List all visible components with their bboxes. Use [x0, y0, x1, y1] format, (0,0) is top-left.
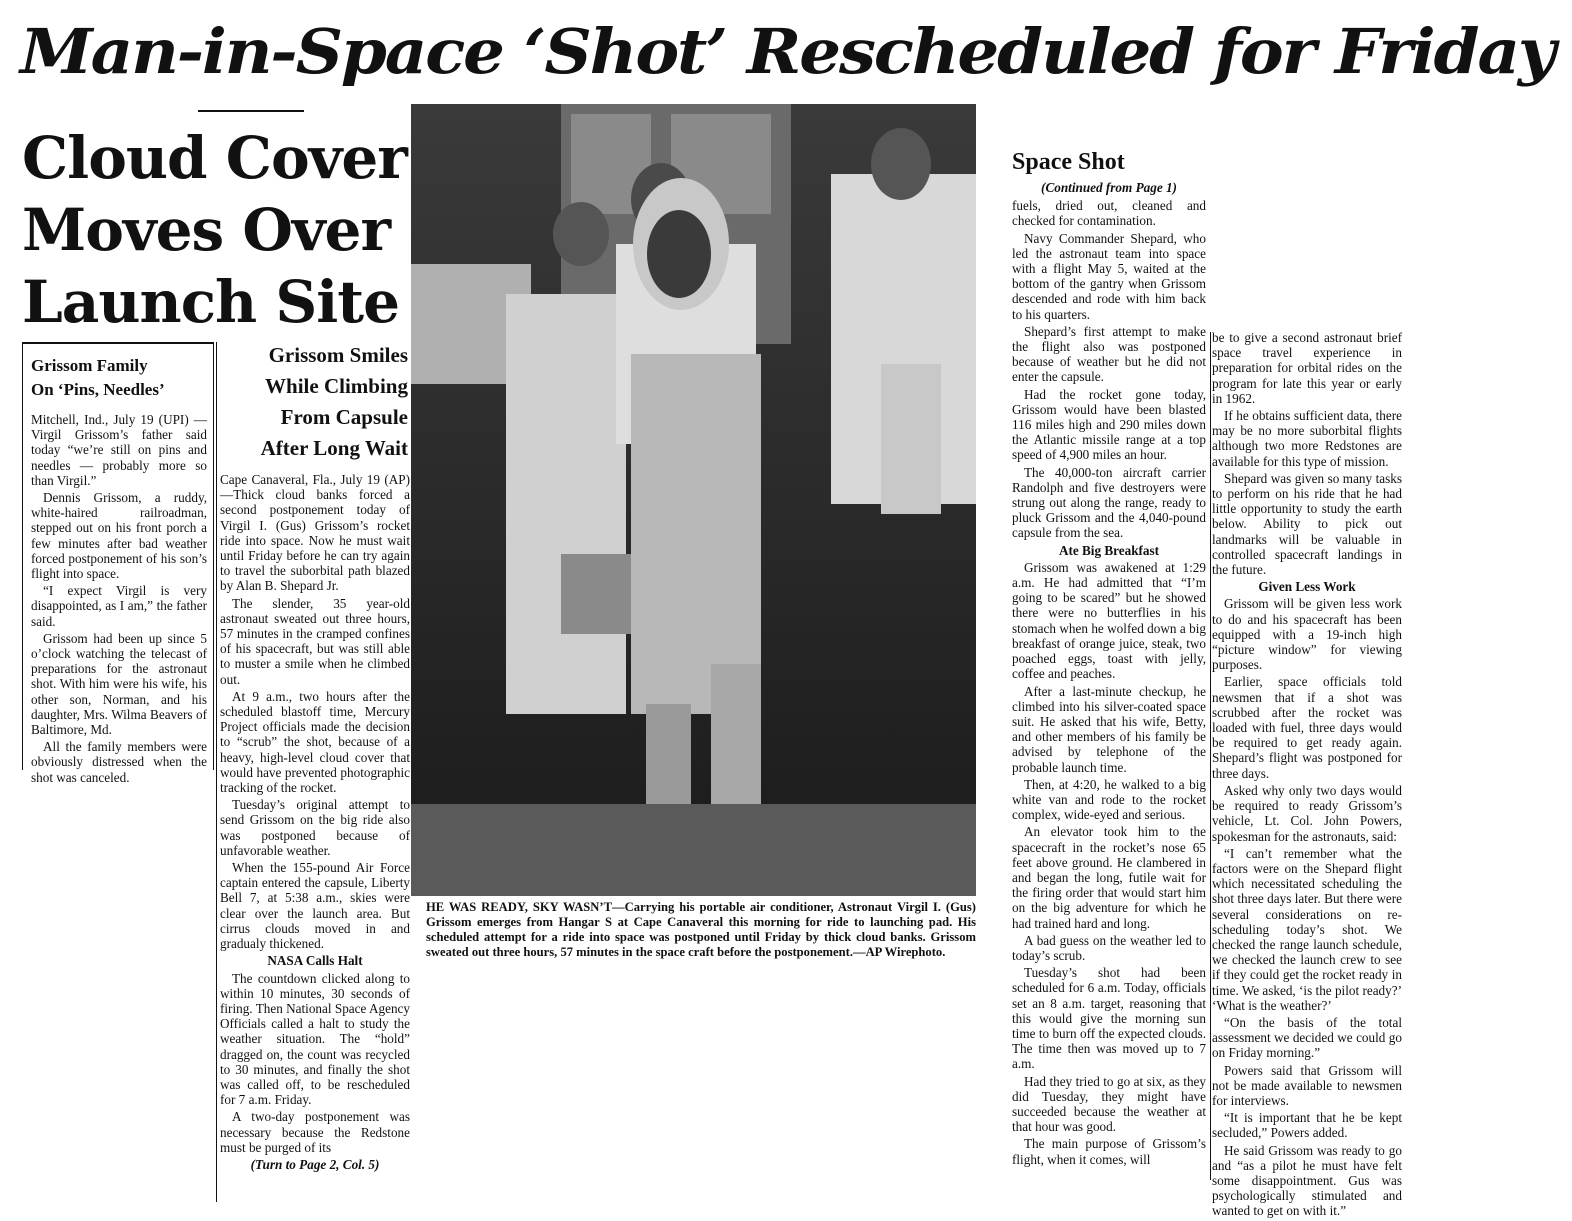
story-head-line: After Long Wait	[260, 436, 408, 460]
continued-line: (Continued from Page 1)	[1041, 180, 1177, 195]
story-body	[31, 412, 207, 785]
story-head-line: While Climbing	[265, 374, 408, 398]
section-subhead: Given Less Work	[1258, 579, 1356, 595]
paragraph: Grissom was awakened at 1:29 a.m. He had admitted that “I’m going to be scared” but he showed there were no butterflies in his stomach when he wolfed down a big breakfast of orange juice, steak, two poached eggs, toast with jelly, coffee and peaches.	[1012, 559, 1206, 682]
section-subhead: NASA Calls Halt	[267, 953, 363, 969]
story-head-line: Grissom Smiles	[268, 343, 408, 367]
story-head-line: On ‘Pins, Needles’	[31, 380, 165, 399]
paragraph: Shepard was given so many tasks to perform on his ride that he had little opportunity to study the earth below. Ability to pick out landmarks will be valuable in controlled spacecraft landings in the future.	[1212, 470, 1402, 578]
headline-line: Cloud Cover	[22, 124, 407, 192]
paragraph: Shepard’s first attempt to make the flight also was postponed because of weather but he did not enter the capsule.	[1012, 323, 1206, 385]
paragraph: Dennis Grissom, a ruddy, white-haired railroadman, stepped out on his front porch a few minutes after bad weather forced postponement of his son’s flight into space.	[31, 490, 207, 582]
banner-headline: Man-in-Space ‘Shot’ Rescheduled for Friday	[20, 15, 1554, 88]
story-head-line: From Capsule	[280, 405, 408, 429]
paragraph: A two-day postponement was necessary because the Redstone must be purged of its	[220, 1109, 410, 1155]
column-rule	[1210, 332, 1211, 1180]
photo-illustration	[411, 104, 976, 896]
paragraph: The countdown clicked along to within 10 minutes, 30 seconds of firing. Then National Space Agency Officials called a halt to study the weather situation. The “hold” dragged on, the count was recycled to 30 minutes, and finally the shot was called off, to be rescheduled for 7 a.m. Friday.	[220, 970, 410, 1108]
story-head	[31, 354, 213, 402]
story-body	[1012, 198, 1206, 1167]
section-subhead: Ate Big Breakfast	[1058, 542, 1160, 558]
paragraph: An elevator took him to the spacecraft in the rocket’s nose 65 feet above ground. He clambered in and began the long, futile wait for the firing order that would start him on the big adventure for which he had trained hard and long.	[1012, 824, 1206, 931]
paragraph: The main purpose of Grissom’s flight, when it comes, will	[1012, 1136, 1206, 1167]
paragraph: If he obtains sufficient data, there may be no more suborbital flights although two more Redstones are available for this type of mission.	[1212, 408, 1402, 469]
story-grissom-smiles	[220, 340, 410, 1174]
jump-line: (Turn to Page 2, Col. 5)	[250, 1156, 380, 1172]
paragraph: Navy Commander Shepard, who led the astronaut team into space with a flight May 5, waited at the bottom of the gantry when Grissom descended and rode with him back to his quarters.	[1012, 230, 1206, 322]
paragraph: All the family members were obviously distressed when the shot was canceled.	[31, 739, 207, 785]
paragraph: A bad guess on the weather led to today’s scrub.	[1012, 932, 1206, 963]
paragraph: Had the rocket gone today, Grissom would have been blasted 116 miles high and 290 miles down the Atlantic missile range at a top speed of 4,900 miles an hour.	[1012, 386, 1206, 463]
paragraph: “On the basis of the total assessment we decided we could go on Friday morning.”	[1212, 1014, 1402, 1061]
story-space-shot	[1012, 146, 1206, 1169]
paragraph: Grissom will be given less work to do and his spacecraft has been equipped with a 19-inch high “picture window” for viewing purposes.	[1212, 596, 1402, 673]
paragraph: At 9 a.m., two hours after the scheduled blastoff time, Mercury Project officials made the decision to “scrub” the shot, because of a heavy, high-level cloud cover that would have prevented photographic tracking of the rocket.	[220, 688, 410, 796]
paragraph: The slender, 35 year-old astronaut sweated out three hours, 57 minutes in the cramped confines of his spacecraft, but was still able to muster a smile when he climbed out.	[220, 595, 410, 687]
paragraph: be to give a second astronaut brief space travel experience in preparation for orbital rides on the program for late this year or early in 1962.	[1212, 330, 1402, 406]
paragraph: Grissom had been up since 5 o’clock watching the telecast of preparations for the astronaut shot. With him were his wife, his other son, Norman, and his daughter, Mrs. Wilma Beavers of Baltimore, Md.	[31, 630, 207, 738]
paragraph: “I can’t remember what the factors were on the Shepard flight which necessitated scheduling the shot three days later. But there were several considerations on re-scheduling today’s shot. We checked the range launch schedule, we checked the launch crew to see if they could get the rocket ready in time. We asked, ‘is the pilot ready?’ ‘What is the weather?’	[1212, 845, 1402, 1013]
paragraph: fuels, dried out, cleaned and checked for contamination.	[1012, 198, 1206, 229]
paragraph: Asked why only two days would be required to ready Grissom’s vehicle, Lt. Col. John Powers, spokesman for the astronauts, said:	[1212, 782, 1402, 844]
photo-caption: HE WAS READY, SKY WASN’T—Carrying his portable air conditioner, Astronaut Virgil I. (Gus) Grissom emerges from Hangar S at Cape Canaveral this morning for ride to launching pad. His scheduled attempt for a ride into space was postponed until Friday by thick cloud banks. Grissom sweated out three hours, 57 minutes in the space craft before the postponement.—AP Wirephoto.	[426, 900, 976, 959]
paragraph: Then, at 4:20, he walked to a big white van and rode to the rocket complex, wide-eyed and serious.	[1012, 776, 1206, 823]
paragraph: “It is important that he be kept secluded,” Powers added.	[1212, 1110, 1402, 1141]
headline-line: Moves Over	[22, 196, 391, 264]
story-head: Space Shot	[1012, 149, 1125, 175]
paragraph: Powers said that Grissom will not be made available to newsmen for interviews.	[1212, 1062, 1402, 1108]
paragraph: Earlier, space officials told newsmen that if a shot was scrubbed after the rocket was loaded with fuel, three days would be required to get ready again. Shepard’s flight was postponed for three days.	[1212, 674, 1402, 781]
paragraph: The 40,000-ton aircraft carrier Randolph and five destroyers were strung out along the range, ready to pluck Grissom and the 4,040-pound capsule from the sea.	[1012, 464, 1206, 541]
paragraph: When the 155-pound Air Force captain entered the capsule, Liberty Bell 7, at 5:38 a.m., skies were clear over the launch area. But cirrus clouds moved in and gradualy thickened.	[220, 860, 410, 952]
paragraph: He said Grissom was ready to go and “as a pilot he must have felt some disappointment. Gus was psychologically stimulated and wanted to get on with it.”	[1212, 1142, 1402, 1219]
story-space-shot-continued	[1212, 330, 1402, 1221]
paragraph: “I expect Virgil is very disappointed, as I am,” the father said.	[31, 583, 207, 629]
headline-rule	[198, 110, 304, 112]
story-body	[220, 472, 410, 1172]
paragraph: Tuesday’s shot had been scheduled for 6 a.m. Today, officials set an 8 a.m. target, reasoning that this would give the morning sun time to burn off the expected clouds. The time then was moved up to 7 a.m.	[1012, 965, 1206, 1072]
main-headline	[22, 122, 407, 338]
story-head-line: Grissom Family	[31, 356, 148, 375]
story-box-grissom-family	[22, 342, 214, 785]
story-head	[220, 340, 410, 464]
paragraph: Cape Canaveral, Fla., July 19 (AP)—Thick cloud banks forced a second postponement today of Virgil I. (Gus) Grissom’s rocket ride into space. Now he must wait until Friday before he can try again to travel the suborbital path blazed by Alan B. Shepard Jr.	[220, 472, 410, 594]
paragraph: After a last-minute checkup, he climbed into his silver-coated space suit. He asked that his wife, Betty, and other members of his family be advised by telephone of the probable launch time.	[1012, 683, 1206, 775]
paragraph: Had they tried to go at six, as they did Tuesday, they might have succeeded because the weather at that hour was good.	[1012, 1073, 1206, 1135]
headline-line: Launch Site	[22, 268, 399, 336]
column-rule	[216, 342, 217, 1202]
paragraph: Tuesday’s original attempt to send Grissom on the big ride also was postponed because of unfavorable weather.	[220, 797, 410, 858]
story-body	[1212, 330, 1402, 1219]
paragraph: Mitchell, Ind., July 19 (UPI) — Virgil Grissom’s father said today “we’re still on pins and needles — probably more so than Virgil.”	[31, 412, 207, 488]
wirephoto	[411, 104, 976, 896]
